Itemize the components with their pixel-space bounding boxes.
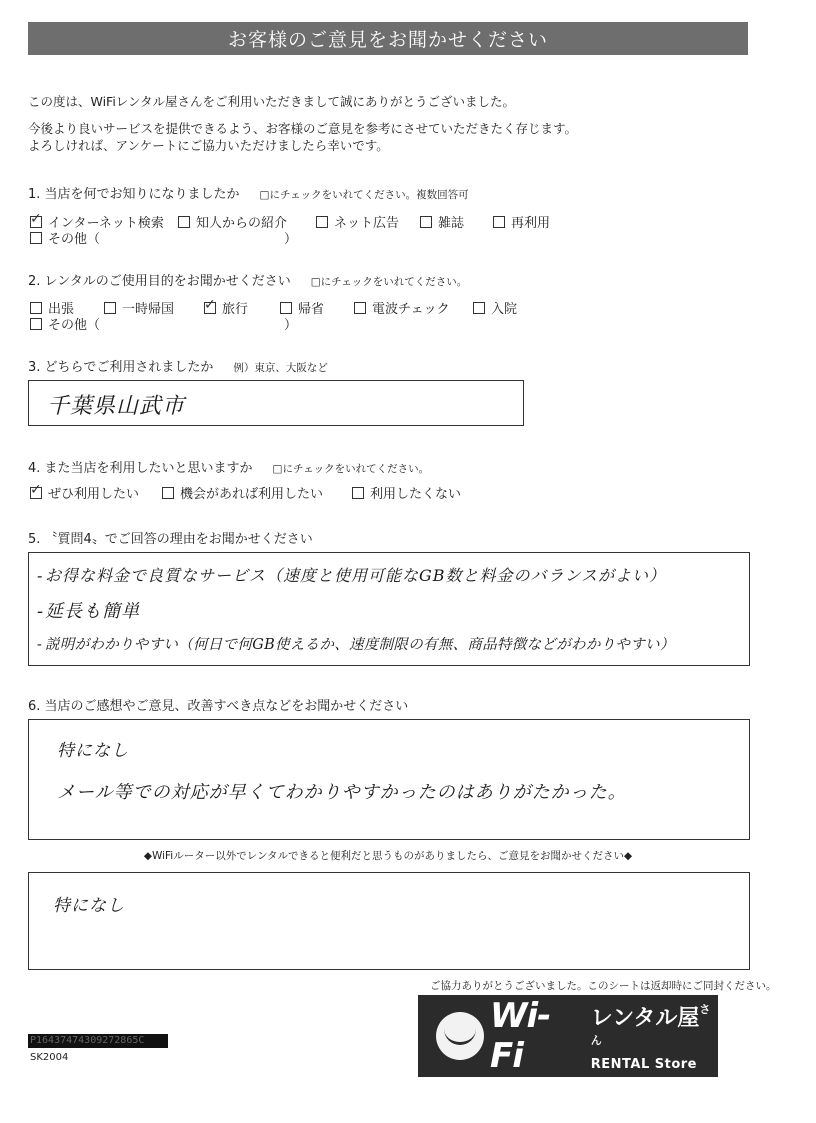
serial-number: P16437474309272865C xyxy=(28,1034,168,1048)
q4-note: □にチェックをいれてください。 xyxy=(272,463,430,475)
q1-option-internet[interactable]: ✓ インターネット検索 xyxy=(30,212,164,231)
q4-heading xyxy=(28,457,429,476)
q1-other-close: ） xyxy=(284,232,298,247)
checkbox[interactable] xyxy=(354,302,366,314)
footer-thanks: ご協力ありがとうございました。このシートは返却時にご同封ください。 xyxy=(430,980,777,992)
logo-wifi-text: Wi-Fi xyxy=(490,996,551,1076)
q2-option-hospital[interactable]: 入院 xyxy=(473,298,517,317)
checkbox[interactable] xyxy=(30,232,42,244)
q1-option-magazine[interactable]: 雑誌 xyxy=(420,212,464,231)
q3-answer-box[interactable] xyxy=(28,380,524,426)
q7-label: ◆WiFiルーター以外でレンタルできると便利だと思うものがありましたら、ご意見をお聞かせください◆ xyxy=(143,850,633,862)
checkbox-checked[interactable] xyxy=(204,302,216,314)
intro-line-3: よろしければ、アンケートにご協力いただけましたら幸いです。 xyxy=(28,138,389,153)
q4-label: 4. また当店を利用したいと思いますか xyxy=(28,461,253,476)
q2-option-signal-check[interactable]: 電波チェック xyxy=(354,298,450,317)
q1-option-other[interactable]: その他（ xyxy=(30,228,100,247)
wifi-rental-logo xyxy=(418,995,718,1077)
q6-answer-line-2: メール等での対応が早くてわかりやすかったのはありがたかった。 xyxy=(57,782,627,803)
q5-answer-box[interactable] xyxy=(28,552,750,666)
checkbox[interactable] xyxy=(104,302,116,314)
checkbox[interactable] xyxy=(473,302,485,314)
checkbox[interactable] xyxy=(493,216,505,228)
logo-jp-text: レンタル屋$^{さん}$ xyxy=(590,1002,711,1047)
intro-line-1: この度は、WiFiレンタル屋さんをご利用いただきまして誠にありがとうございました。 xyxy=(28,94,516,109)
checkbox[interactable] xyxy=(30,302,42,314)
q2-option-travel[interactable]: ✓ 旅行 xyxy=(204,298,248,317)
q2-option-other[interactable]: その他（ xyxy=(30,314,100,333)
q2-option-homecoming[interactable]: 一時帰国 xyxy=(104,298,174,317)
q6-label: 6. 当店のご感想やご意見、改善すべき点などをお聞かせください xyxy=(28,699,409,714)
q4-option-definitely[interactable]: ✓ ぜひ利用したい xyxy=(30,483,139,502)
q2-heading xyxy=(28,270,467,289)
q1-label: 1. 当店を何でお知りになりましたか xyxy=(28,187,240,202)
checkbox[interactable] xyxy=(178,216,190,228)
checkbox[interactable] xyxy=(352,487,364,499)
q1-option-referral[interactable]: 知人からの紹介 xyxy=(178,212,287,231)
q5-answer-line-1: -お得な料金で良質なサービス（速度と使用可能なGB数と料金のバランスがよい） xyxy=(37,566,667,585)
q3-answer: 千葉県山武市 xyxy=(47,394,186,419)
logo-right xyxy=(591,1001,718,1072)
q2-option-visit-home[interactable]: 帰省 xyxy=(280,298,324,317)
intro-line-2: 今後より良いサービスを提供できるよう、お客様のご意見を参考にさせていただきたく存じます。 xyxy=(28,121,578,136)
q1-heading xyxy=(28,183,469,202)
survey-title: お客様のご意見をお聞かせください xyxy=(28,22,748,55)
q1-option-net-ad[interactable]: ネット広告 xyxy=(316,212,399,231)
q2-label: 2. レンタルのご使用目的をお聞かせください xyxy=(28,274,291,289)
q4-option-if-chance[interactable]: 機会があれば利用したい xyxy=(162,483,323,502)
logo-en-text: RENTAL Store xyxy=(590,1056,698,1072)
checkbox[interactable] xyxy=(280,302,292,314)
q2-other-close: ） xyxy=(284,318,298,333)
q6-answer-line-1: 特になし xyxy=(57,741,129,761)
q4-option-no[interactable]: 利用したくない xyxy=(352,483,461,502)
q7-answer-box[interactable] xyxy=(28,872,750,970)
q7-answer: 特になし xyxy=(53,896,125,916)
q1-option-reuse[interactable]: 再利用 xyxy=(493,212,550,231)
q5-answer-line-3: - 説明がわかりやすい（何日で何GB使えるか、速度制限の有無、商品特徴などがわかりやすい） xyxy=(37,637,675,653)
q2-note: □にチェックをいれてください。 xyxy=(310,276,468,288)
q6-answer-box[interactable] xyxy=(28,719,750,840)
checkbox[interactable] xyxy=(162,487,174,499)
q3-label: 3. どちらでご利用されましたか xyxy=(28,360,214,375)
q2-option-business[interactable]: 出張 xyxy=(30,298,74,317)
checkbox[interactable] xyxy=(420,216,432,228)
q5-answer-line-2: -延長も簡単 xyxy=(37,601,140,622)
q3-heading xyxy=(28,356,328,375)
mascot-icon xyxy=(436,1012,484,1060)
q5-label: 5. 〝質問4〟でご回答の理由をお聞かせください xyxy=(28,532,313,547)
form-code: SK2004 xyxy=(30,1052,69,1063)
checkbox-checked[interactable] xyxy=(30,216,42,228)
q3-note: 例）東京、大阪など xyxy=(233,362,328,374)
checkbox-checked[interactable] xyxy=(30,487,42,499)
q1-note: □にチェックをいれてください。複数回答可 xyxy=(259,189,469,201)
checkbox[interactable] xyxy=(316,216,328,228)
checkbox[interactable] xyxy=(30,318,42,330)
